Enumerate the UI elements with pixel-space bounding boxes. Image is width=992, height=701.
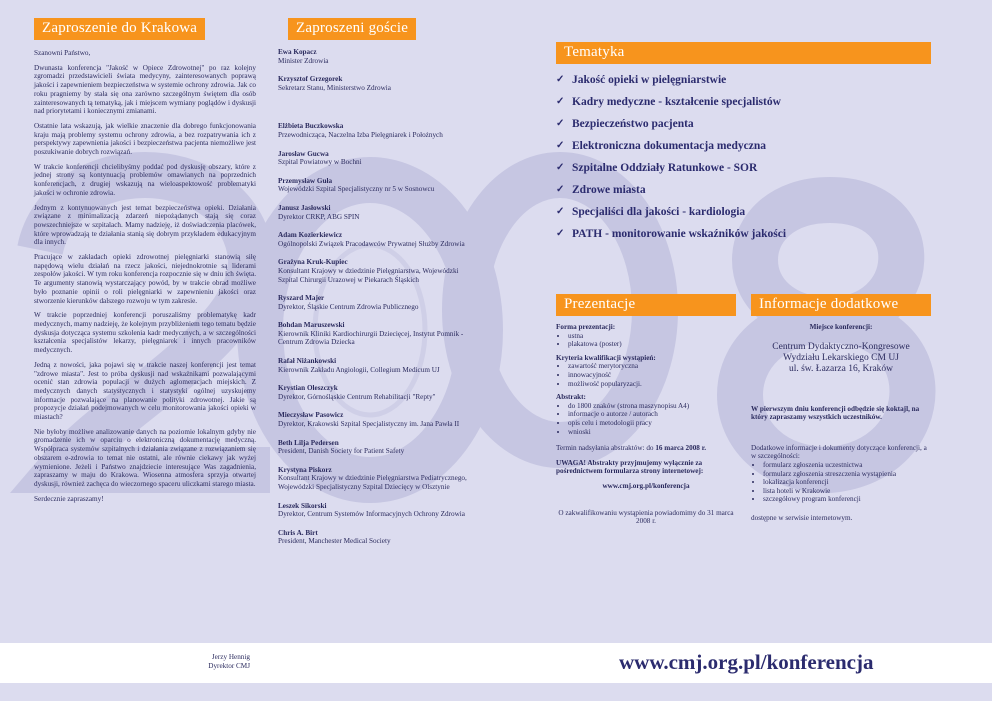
venue-line: ul. św. Łazarza 16, Kraków <box>788 363 894 374</box>
invitation-paragraph: Pracujące w zakładach opieki zdrowotnej pielęgniarki stanowią siłę napędową wielu działań na rzecz jakości, niejednokrotnie są liderami zespołów jakości. W tym roku konferencja rozpocznie się w dniu ich święta. Te argumenty stanowią wystarczający powód, by w trakcie obrad możliwe było poznanie opinii o roli pielęgniarki w zapewnieniu jakości oraz stworzenie kierunków dalszego rozwoju w tym zakresie. <box>34 253 256 305</box>
guest-role: President, Danish Society for Patient Safety <box>278 447 405 456</box>
guest-item <box>278 466 478 492</box>
check-icon: ✓ <box>556 96 565 107</box>
guest-item <box>278 177 478 194</box>
info-header: Informacje dodatkowe <box>751 294 931 316</box>
list-item: • lista hoteli w Krakowie <box>763 487 931 496</box>
guest-role: Sekretarz Stanu, Ministerstwo Zdrowia <box>278 83 391 92</box>
attention-note: UWAGA! Abstrakty przyjmujemy wyłącznie za pośrednictwem formularza strony internetowej: <box>556 458 704 476</box>
topic-label: PATH - monitorowanie wskaźników jakości <box>572 228 787 240</box>
guest-item <box>278 258 478 284</box>
invitation-paragraph: Jedną z nowości, jaka pojawi się w trakcie naszej konferencji jest temat "zdrowe miasta". Jest to próba dyskusji nad wskaźnikami pozwalającymi ocenić stan zdrowia populacji w dużych aglomeracjach miejskich. Z medycznych danych statystycznych i statystyki ogólnej uzyskujemy informacje pozwalające na planowanie polityki zdrowotnej. Jakie są propozycje działań podejmowanych w celu monitorowania jakości opieki w miastach? <box>34 360 256 422</box>
guest-name: Chris A. Birt <box>278 528 318 537</box>
guest-role: Dyrektor, Krakowski Szpital Specjalistyczny im. Jana Pawła II <box>278 420 460 429</box>
list-item: • formularz zgłoszenia streszczenia wystąpienia <box>763 470 931 479</box>
signature <box>170 653 250 670</box>
guest-name: Adam Kozierkiewicz <box>278 231 343 240</box>
guest-name: Krzysztof Grzegorek <box>278 75 343 84</box>
venue-label: Miejsce konferencji: <box>809 323 873 331</box>
invitation-text <box>34 49 256 503</box>
invitation-paragraph: Jednym z kontynuowanych jest temat bezpieczeństwa opieki. Działania związane z minimalizacją zdarzeń niepożądanych stają się coraz powszechniejsze w szpitalach. Mamy nadzieję, iż doświadczenia placówek, które wprowadzają te działania stanią się dobrym przykładem edukacyjnym dla innych. <box>34 203 256 247</box>
deadline-text: Termin nadsyłania abstraktów: do <box>556 444 654 453</box>
invitation-paragraph: Ostatnie lata wskazują, jak wielkie znaczenie dla dobrego funkcjonowania kraju mają problemy systemu ochrony zdrowia, a bez rozpatrywania ich z perspektywy zapewnienia jakości i bezpieczeństwa pacjenta niemożliwe jest poszukiwanie dobrych rozwiązań. <box>34 121 256 157</box>
invitation-column <box>34 18 256 509</box>
check-icon: ✓ <box>556 74 565 85</box>
guest-role: President, Manchester Medical Society <box>278 537 391 546</box>
guest-role: Minister Zdrowia <box>278 56 329 65</box>
guest-name: Elżbieta Buczkowska <box>278 122 344 131</box>
guest-role: Dyrektor, Górnośląskie Centrum Rehabilitacji "Repty" <box>278 392 436 401</box>
cocktail-note: W pierwszym dniu konferencji odbędzie się koktajl, na który zapraszamy wszystkich uczestników. <box>751 404 920 422</box>
presentations-section <box>556 294 736 526</box>
docs-footer: dostępne w serwisie internetowym. <box>751 513 853 522</box>
list-item: • do 1800 znaków (strona maszynopisu A4) <box>568 402 736 411</box>
guest-role: Dyrektor CRKP, ABG SPIN <box>278 212 360 221</box>
guest-name: Krystyna Piskorz <box>278 465 332 474</box>
guest-item <box>278 384 478 401</box>
guest-role: Konsultant Krajowy w dziedzinie Pielęgniarstwa Pediatrycznego, Wojewódzki Specjalistyczny Szpital Dziecięcy w Olsztynie <box>278 474 467 491</box>
list-item: • informacje o autorze / autorach <box>568 410 736 419</box>
criteria-list <box>556 362 736 388</box>
guest-item <box>278 231 478 248</box>
topic-item <box>556 91 931 113</box>
list-item: • innowacyjność <box>568 371 736 380</box>
guest-role: Ogólnopolski Związek Pracodawców Prywatnej Służby Zdrowia <box>278 239 465 248</box>
guest-role: Kierownik Zakładu Angiologii, Collegium Medicum UJ <box>278 365 440 374</box>
guest-name: Ryszard Majer <box>278 294 325 303</box>
guest-name: Jarosław Gucwa <box>278 149 329 158</box>
topic-label: Jakość opieki w pielęgniarstwie <box>572 74 727 86</box>
topics-header: Tematyka <box>556 42 931 64</box>
guest-name: Grażyna Kruk-Kupiec <box>278 258 348 267</box>
guest-name: Beth Lilja Pedersen <box>278 438 339 447</box>
invitation-header: Zaproszenie do Krakowa <box>34 18 205 40</box>
presentations-header: Prezentacje <box>556 294 736 316</box>
guest-item <box>278 75 478 92</box>
guests-header: Zaproszeni goście <box>288 18 416 40</box>
check-icon: ✓ <box>556 228 565 239</box>
check-icon: ✓ <box>556 162 565 173</box>
topic-item <box>556 201 931 223</box>
guests-column <box>278 18 478 556</box>
list-item: • wnioski <box>568 428 736 437</box>
info-section <box>751 294 931 523</box>
topic-label: Zdrowe miasta <box>572 184 646 196</box>
guest-name: Krystian Oleszczyk <box>278 384 338 393</box>
topic-label: Specjaliści dla jakości - kardiologia <box>572 206 746 218</box>
guest-role: Wojewódzki Szpital Specjalistyczny nr 5 w Sosnowcu <box>278 185 435 194</box>
guest-role: Szpital Powiatowy w Bochni <box>278 158 362 167</box>
venue <box>751 342 931 375</box>
guest-role: Kierownik Kliniki Kardiochirurgii Dziecięcej, Instytut Pomnik - Centrum Zdrowia Dziecka <box>278 329 464 347</box>
topic-item <box>556 179 931 201</box>
deadline-date: 16 marca 2008 r. <box>655 444 707 453</box>
topic-item <box>556 113 931 135</box>
footer-url[interactable]: www.cmj.org.pl/konferencja <box>619 650 874 674</box>
list-item: • ustna <box>568 332 736 341</box>
guest-role: Dyrektor, Centrum Systemów Informacyjnych Ochrony Zdrowia <box>278 510 465 519</box>
criteria-label: Kryteria kwalifikacji wystąpień: <box>556 353 656 362</box>
list-item: • zawartość merytoryczna <box>568 362 736 371</box>
invitation-paragraph: W trakcie poprzedniej konferencji poruszaliśmy problematykę kadr medycznych, mamy nadzieję, że kolejnym przybliżeniem tego tematu będzie dyskusja dotycząca systemu szkolenia kadr medycznych, a w szczególności kształcenia specjalistów lekarzy, pielęgniarek i innych pracowników medycznych. <box>34 311 256 355</box>
invitation-paragraph: Serdecznie zapraszamy! <box>34 494 104 503</box>
topic-label: Kadry medyczne - kształcenie specjalistów <box>572 96 781 108</box>
guest-item <box>278 48 478 65</box>
guest-item <box>278 357 478 374</box>
guest-list <box>278 48 478 546</box>
guest-item <box>278 294 478 311</box>
check-icon: ✓ <box>556 140 565 151</box>
form-list <box>556 332 736 349</box>
topic-label: Bezpieczeństwo pacjenta <box>572 118 694 130</box>
invitation-paragraph: W trakcie konferencji chcielibyśmy poddać pod dyskusję obszary, które z jednej strony są kontynuacją problemów omawianych na poprzednich konferencjach, z drugiej wskazują na wieloaspektowość problematyki jakości w ochronie zdrowia. <box>34 162 256 197</box>
list-item: • lokalizacja konferencji <box>763 478 931 487</box>
topic-label: Szpitalne Oddziały Ratunkowe - SOR <box>572 162 758 174</box>
abstract-label: Abstrakt: <box>556 393 586 402</box>
venue-line: Centrum Dydaktyczno-Kongresowe <box>772 341 910 352</box>
guest-item <box>278 529 478 546</box>
guest-role: Konsultant Krajowy w dziedzinie Pielęgniarstwa, Wojewódzki Szpital Chirurgii Urazowej w Piekarach Śląskich <box>278 266 459 284</box>
guest-role: Dyrektor, Śląskie Centrum Zdrowia Publicznego <box>278 302 419 311</box>
guest-role: Przewodnicząca, Naczelna Izba Pielęgniarek i Położnych <box>278 130 443 139</box>
guest-item <box>278 150 478 167</box>
list-item: • możliwość popularyzacji. <box>568 380 736 389</box>
signature-name: Jerzy Hennig <box>211 653 250 661</box>
notice: O zakwalifikowaniu wystąpienia powiadomimy do 31 marca 2008 r. <box>558 508 734 526</box>
topic-item <box>556 223 931 245</box>
check-icon: ✓ <box>556 118 565 129</box>
topic-item <box>556 135 931 157</box>
guest-item <box>278 439 478 456</box>
list-item: • formularz zgłoszenia uczestnictwa <box>763 461 931 470</box>
guest-name: Przemysław Guła <box>278 176 333 185</box>
guest-name: Mieczysław Pasowicz <box>278 411 344 420</box>
list-item: • plakatowa (poster) <box>568 340 736 349</box>
guest-name: Janusz Jasłowski <box>278 203 331 212</box>
topic-label: Elektroniczna dokumentacja medyczna <box>572 140 767 152</box>
guest-item <box>278 204 478 221</box>
guest-item <box>278 321 478 347</box>
docs-list <box>751 461 931 504</box>
check-icon: ✓ <box>556 184 565 195</box>
form-label: Forma prezentacji: <box>556 323 616 331</box>
invitation-paragraph: Nie byłoby możliwe analizowanie danych na poziomie lokalnym gdyby nie gromadzenie ich w oparciu o elektroniczną dokumentację medyczną. Współpraca systemów szpitalnych i działania związane z rozwiązaniem się obszarem e-zdrowia to temat nie ostatni, ale równie ciekawy jak wyżej wymienione. Jeżeli i Państwo znajdziecie interesujące Was zagadnienia, zapraszamy w maju do Krakowa. Wiosenna atmosfera sprzyja otwartej dyskusji, również zachęca do wieczornego spaceru uliczkami starego miasta. <box>34 427 256 488</box>
guest-item <box>278 411 478 428</box>
abstract-list <box>556 402 736 436</box>
guest-name: Bohdan Maruszewski <box>278 321 345 330</box>
invitation-paragraph: Dwunasta konferencja "Jakość w Opiece Zdrowotnej" po raz kolejny zgromadzi przedstawicieli świata medycyny, zainteresowanych poprawą jakości i zapewnieniem bezpieczeństwa w systemie ochrony zdrowia. Jak co roku pragniemy by stała się ona zarówno szczególnym świętem dla osób zainteresowanych tą tematyką, jak i miejscem wymiany poglądów i dyskusji nad priorytetami i koniecznymi zmianami. <box>34 63 256 116</box>
deadline <box>556 444 736 453</box>
guest-name: Rafał Niżankowski <box>278 357 337 366</box>
venue-line: Wydziału Lekarskiego CM UJ <box>783 352 899 363</box>
topic-list <box>556 69 931 245</box>
check-icon: ✓ <box>556 206 565 217</box>
guest-item <box>278 502 478 519</box>
topic-item <box>556 157 931 179</box>
guest-name: Ewa Kopacz <box>278 48 317 56</box>
topic-item <box>556 69 931 91</box>
guest-name: Leszek Sikorski <box>278 501 327 510</box>
invitation-paragraph: Szanowni Państwo, <box>34 49 91 57</box>
guest-item <box>278 122 478 139</box>
docs-intro: Dodatkowe informacje i dokumenty dotyczące konferencji, a w szczególności: <box>751 443 927 461</box>
attention-url[interactable]: www.cmj.org.pl/konferencja <box>602 481 690 490</box>
topics-section <box>556 42 931 245</box>
list-item: • opis celu i metodologii pracy <box>568 419 736 428</box>
list-item: • szczegółowy program konferencji <box>763 495 931 504</box>
signature-title: Dyrektor CMJ <box>208 661 250 670</box>
